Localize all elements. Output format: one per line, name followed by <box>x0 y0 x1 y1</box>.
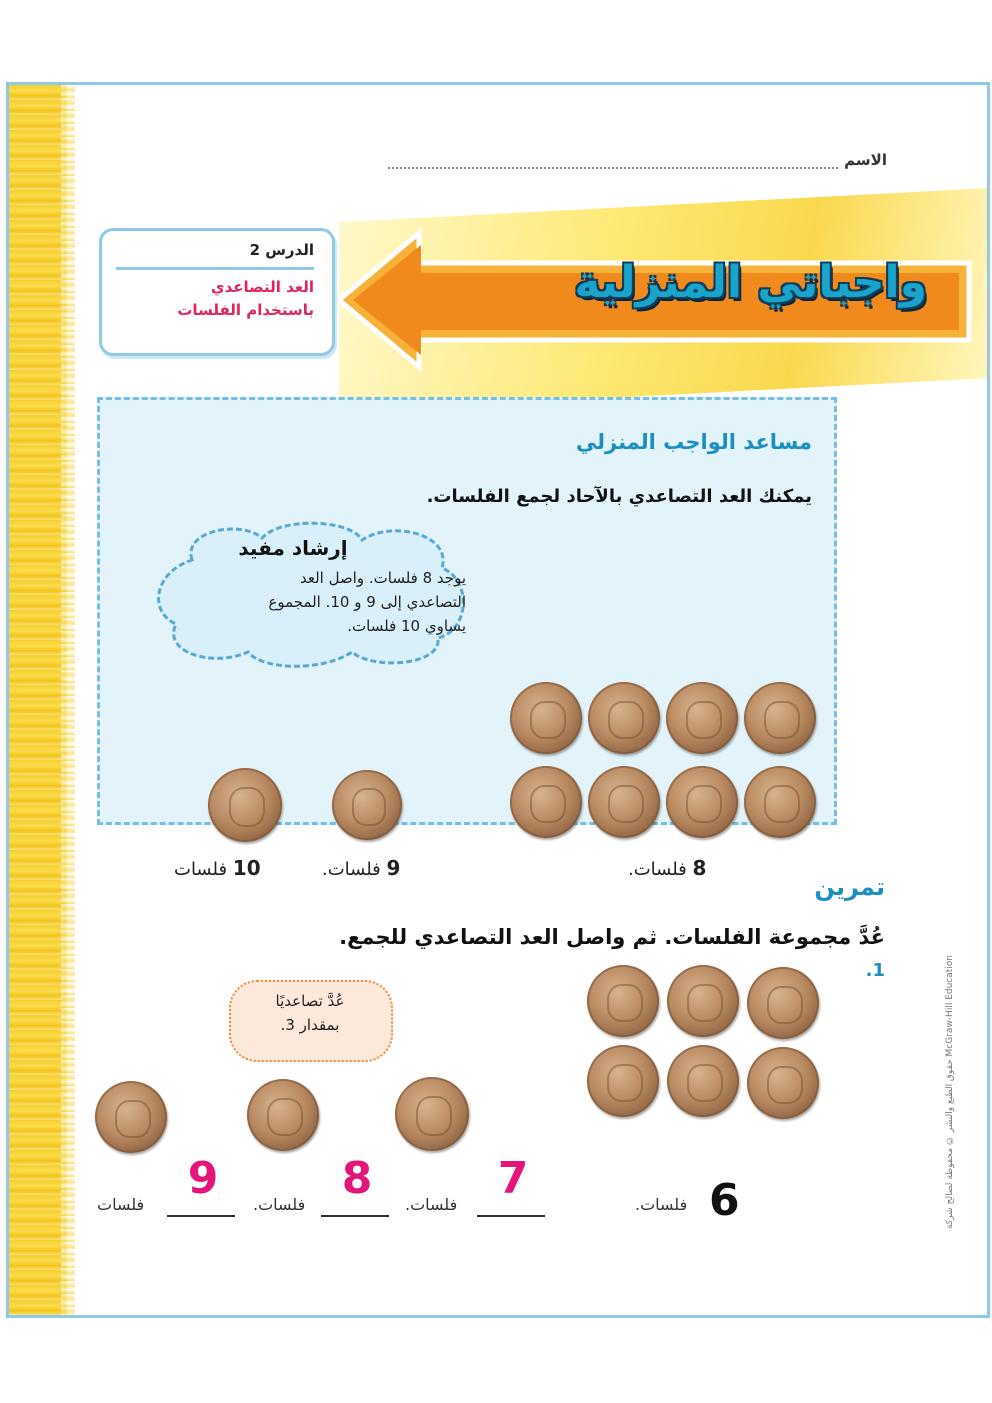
name-field[interactable] <box>388 155 838 169</box>
tip-line: بمقدار 3. <box>280 1016 340 1034</box>
count-on-tip-text <box>235 989 385 1037</box>
coin-icon <box>588 682 660 754</box>
practice-instruction: عُدَّ مجموعة الفلسات. ثم واصل العد التصاعدي للجمع. <box>339 925 885 949</box>
coin-icon <box>510 682 582 754</box>
helper-title: مساعد الواجب المنزلي <box>575 430 812 454</box>
tip-line: يساوي 10 فلسات. <box>347 617 466 635</box>
coin-icon <box>247 1079 319 1151</box>
tip-line: عُدَّ تصاعديًا <box>275 992 345 1010</box>
coin-icon <box>667 1045 739 1117</box>
lesson-name-line1: العد التصاعدي <box>210 278 314 296</box>
tip-title: إرشاد مفيد <box>238 536 348 560</box>
lesson-box <box>99 228 335 356</box>
answer-blank[interactable] <box>167 1215 235 1217</box>
tip-line: يوجد 8 فلسات. واصل العد <box>299 569 466 587</box>
coin-icon <box>666 766 738 838</box>
coin-icon <box>587 965 659 1037</box>
caption-ten <box>174 856 261 880</box>
name-label: الاسم <box>844 151 887 169</box>
practice-title: تمرين <box>814 873 885 901</box>
coin-icon <box>667 965 739 1037</box>
answer-blank[interactable] <box>321 1215 389 1217</box>
banner-title: واجباتي المنزلية <box>574 257 927 308</box>
coin-icon <box>666 682 738 754</box>
caption-text: فلسات. <box>322 859 381 880</box>
lesson-number: الدرس 2 <box>249 241 314 259</box>
answer-8: 8 <box>341 1153 373 1204</box>
coin-icon <box>587 1045 659 1117</box>
start-caption: فلسات. <box>635 1195 688 1214</box>
helper-text: يمكنك العد التصاعدي بالآحاد لجمع الفلسات. <box>426 486 812 507</box>
coin-icon <box>744 682 816 754</box>
coin-icon <box>747 967 819 1039</box>
lesson-divider <box>116 267 314 270</box>
tip-text <box>190 566 466 638</box>
answer-blank[interactable] <box>477 1215 545 1217</box>
coin-icon <box>747 1047 819 1119</box>
caption-text: فلسات. <box>628 859 687 880</box>
coin-icon <box>95 1081 167 1153</box>
decorative-strip <box>9 85 67 1315</box>
answer-caption: فلسات. <box>253 1195 306 1214</box>
caption-number: 10 <box>232 856 261 880</box>
name-row <box>388 151 887 169</box>
caption-eight <box>628 856 706 880</box>
homework-helper-box <box>97 397 837 880</box>
worksheet-page <box>6 82 990 1318</box>
tip-line: التصاعدي إلى 9 و 10. المجموع <box>268 593 466 611</box>
caption-nine <box>322 856 400 880</box>
item-number: 1. <box>865 960 885 981</box>
coin-icon <box>510 766 582 838</box>
answer-caption: فلسات <box>97 1195 145 1214</box>
coin-icon <box>744 766 816 838</box>
coin-icon <box>588 766 660 838</box>
answer-7: 7 <box>497 1153 529 1204</box>
caption-number: 8 <box>692 856 707 880</box>
coin-icon <box>332 770 402 840</box>
caption-text: فلسات <box>174 859 228 880</box>
copyright-credit: McGraw-Hill Education حقوق الطبع والنشر © محفوظة لصالح شركة <box>945 955 955 1229</box>
lesson-name-line2: باستخدام الفلسات <box>177 301 314 319</box>
caption-number: 9 <box>386 856 401 880</box>
answer-caption: فلسات. <box>405 1195 458 1214</box>
start-count: 6 <box>709 1175 740 1226</box>
coin-icon <box>395 1077 469 1151</box>
coin-icon <box>208 768 282 842</box>
answer-9: 9 <box>187 1153 219 1204</box>
